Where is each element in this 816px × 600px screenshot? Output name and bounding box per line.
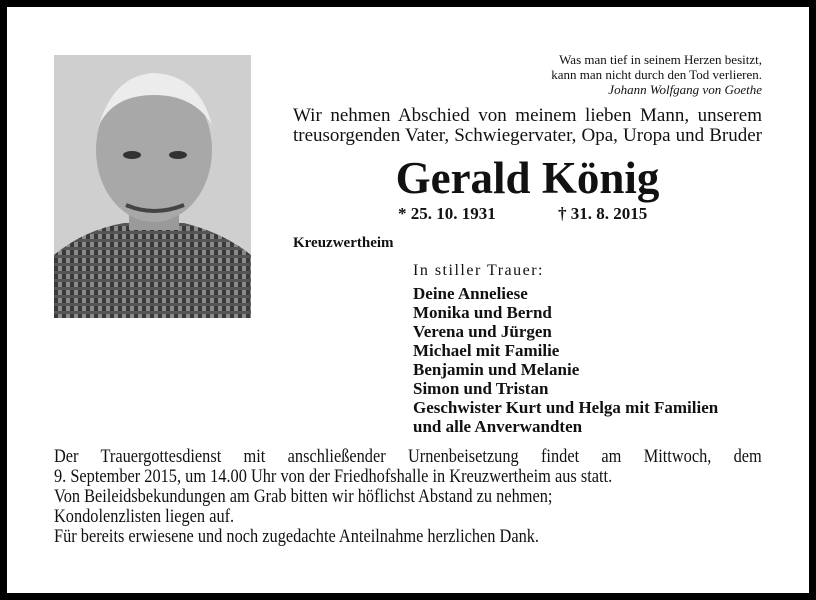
birth-date: * 25. 10. 1931 <box>398 204 496 223</box>
intro-line: Wir nehmen Abschied von meinem lieben Mann, unserem <box>293 105 762 126</box>
closing-line: Der Trauergottesdienst mit anschließender Urnenbeisetzung findet am Mittwoch, dem <box>54 446 762 467</box>
mourner: und alle Anverwandten <box>413 417 583 436</box>
deceased-name: Gerald König <box>395 153 660 203</box>
place: Kreuzwertheim <box>293 235 394 251</box>
mourner: Geschwister Kurt und Helga mit Familien <box>413 398 719 417</box>
mourner: Benjamin und Melanie <box>413 360 580 379</box>
death-date: † 31. 8. 2015 <box>558 204 648 223</box>
intro-line: treusorgenden Vater, Schwiegervater, Opa, Uropa und Bruder <box>293 125 762 146</box>
mourner: Monika und Bernd <box>413 303 552 322</box>
closing-line: Kondolenzlisten liegen auf. <box>54 506 235 527</box>
mourner: Simon und Tristan <box>413 379 549 398</box>
closing-line: 9. September 2015, um 14.00 Uhr von der Friedhofshalle in Kreuzwertheim aus statt. <box>54 466 613 487</box>
quote-author: Johann Wolfgang von Goethe <box>608 82 762 97</box>
mourner: Verena und Jürgen <box>413 322 552 341</box>
quote-line: kann man nicht durch den Tod verlieren. <box>551 67 762 82</box>
mourner: Deine Anneliese <box>413 284 528 303</box>
closing-line: Von Beileidsbekundungen am Grab bitten wir höflichst Abstand zu nehmen; <box>54 486 553 507</box>
mourner: Michael mit Familie <box>413 341 560 360</box>
obituary-notice <box>7 7 809 593</box>
portrait-photo <box>54 55 251 318</box>
closing-line: Für bereits erwiesene und noch zugedachte Anteilnahme herzlichen Dank. <box>54 526 540 547</box>
mourning-heading: In stiller Trauer: <box>413 262 544 279</box>
quote-line: Was man tief in seinem Herzen besitzt, <box>559 52 762 67</box>
